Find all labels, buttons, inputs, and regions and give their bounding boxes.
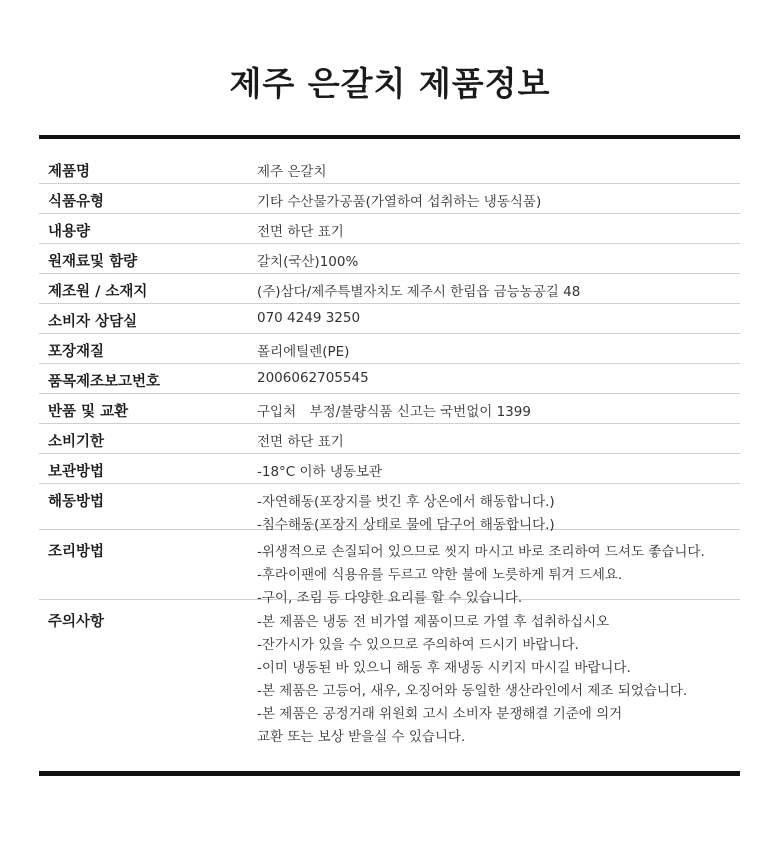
row-label: 원재료및 함량 [48, 254, 138, 270]
bottom-divider [39, 771, 740, 776]
product-info-table [39, 154, 740, 745]
value-line: 전면 하단 표기 [257, 224, 344, 240]
row-label: 주의사항 [48, 614, 105, 630]
page-title: 제주 은갈치 제품정보 [229, 64, 551, 103]
row-value [257, 304, 740, 333]
row-label: 품목제조보고번호 [48, 374, 161, 390]
value-line: (주)삼다/제주특별자치도 제주시 한림읍 금능농공길 48 [257, 284, 581, 300]
row-value [257, 244, 740, 273]
row-product-name [39, 154, 740, 184]
row-food-type [39, 184, 740, 214]
row-label: 소비기한 [48, 434, 105, 450]
row-consumer-center [39, 304, 740, 334]
row-label: 해동방법 [48, 494, 105, 510]
row-value [257, 184, 740, 213]
row-label: 포장재질 [48, 344, 105, 360]
row-precautions [39, 600, 740, 745]
row-value [257, 214, 740, 243]
value-line: -잔가시가 있을 수 있으므로 주의하여 드시기 바랍니다. [257, 637, 579, 653]
value-line: -위생적으로 손질되어 있으므로 씻지 마시고 바로 조리하여 드셔도 좋습니다. [257, 544, 705, 560]
row-ingredients [39, 244, 740, 274]
row-label: 제조원 / 소재지 [48, 284, 148, 300]
row-value [257, 274, 740, 303]
value-line: 전면 하단 표기 [257, 434, 344, 450]
row-value [257, 484, 740, 533]
top-divider [39, 135, 740, 139]
row-report-number [39, 364, 740, 394]
value-line: -이미 냉동된 바 있으니 해동 후 재냉동 시키지 마시길 바랍니다. [257, 660, 631, 676]
value-line: 기타 수산물가공품(가열하여 섭취하는 냉동식품) [257, 194, 542, 210]
value-line: -본 제품은 냉동 전 비가열 제품이므로 가열 후 섭취하십시오 [257, 614, 610, 630]
row-storage [39, 454, 740, 484]
row-label: 보관방법 [48, 464, 105, 480]
row-value [257, 424, 740, 453]
row-label: 내용량 [48, 224, 91, 240]
value-line: -구이, 조림 등 다양한 요리를 할 수 있습니다. [257, 590, 523, 606]
row-label: 소비자 상담실 [48, 314, 138, 330]
value-line: 제주 은갈치 [257, 164, 327, 180]
row-value [257, 600, 740, 745]
value-line: -본 제품은 고등어, 새우, 오징어와 동일한 생산라인에서 제조 되었습니다. [257, 683, 688, 699]
row-value [257, 334, 740, 363]
row-label: 조리방법 [48, 544, 105, 560]
value-line: -자연해동(포장지를 벗긴 후 상온에서 해동합니다.) [257, 494, 555, 510]
value-line: 교환 또는 보상 받을실 수 있습니다. [257, 729, 466, 745]
row-value [257, 394, 740, 423]
row-label: 식품유형 [48, 194, 105, 210]
value-line: 갈치(국산)100% [257, 254, 359, 270]
row-value [257, 454, 740, 483]
row-cooking [39, 530, 740, 606]
value-line: 폴리에틸렌(PE) [257, 344, 350, 360]
value-line: 2006062705545 [257, 370, 369, 386]
value-line: 070 4249 3250 [257, 310, 361, 326]
row-value [257, 364, 740, 393]
value-line: 구입처 부정/불량식품 신고는 국번없이 1399 [257, 404, 531, 420]
row-expiry [39, 424, 740, 454]
row-manufacturer [39, 274, 740, 304]
row-packaging [39, 334, 740, 364]
row-label: 제품명 [48, 164, 91, 180]
value-line: -본 제품은 공정거래 위원회 고시 소비자 분쟁해결 기준에 의거 [257, 706, 623, 722]
value-line: -18°C 이하 냉동보관 [257, 464, 383, 480]
value-line: -후라이팬에 식용유를 두르고 약한 불에 노릇하게 튀겨 드세요. [257, 567, 623, 583]
row-value [257, 154, 740, 183]
row-net-content [39, 214, 740, 244]
row-return-exchange [39, 394, 740, 424]
row-label: 반품 및 교환 [48, 404, 129, 420]
value-line: -침수해동(포장지 상태로 물에 담구어 해동합니다.) [257, 517, 555, 533]
row-thawing [39, 484, 740, 533]
row-value [257, 530, 740, 606]
